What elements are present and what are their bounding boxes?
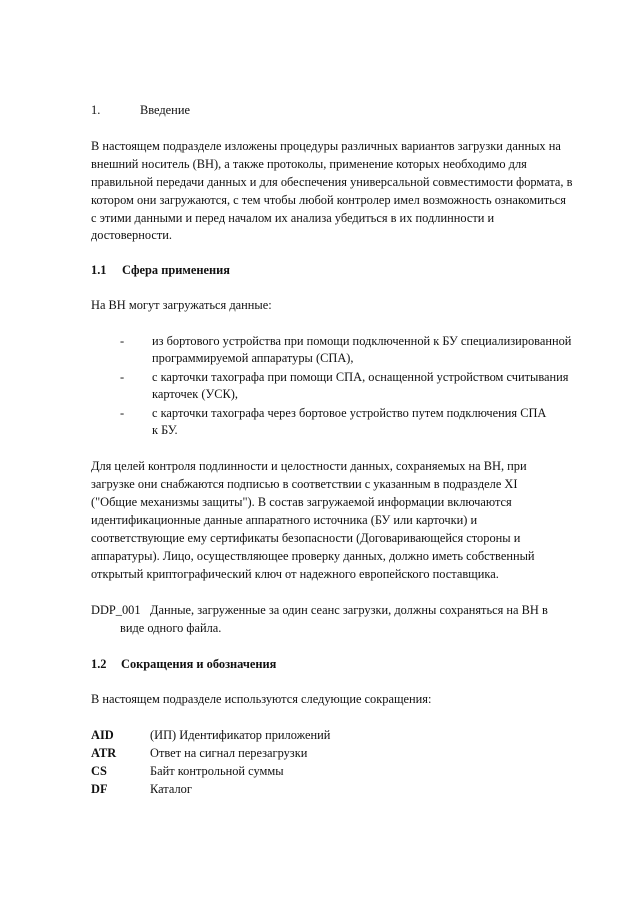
paragraph-line: На ВН могут загружаться данные: bbox=[91, 298, 272, 312]
bullet-dash: - bbox=[120, 334, 125, 348]
subsection-title: Сфера применения bbox=[122, 263, 230, 277]
paragraph-line: загрузке они снабжаются подписью в соответствии с указанным в подразделе XI bbox=[91, 477, 518, 491]
abbreviation-term: DF bbox=[91, 782, 108, 796]
abbreviation-description: (ИП) Идентификатор приложений bbox=[150, 728, 331, 742]
paragraph-line: открытый криптографический ключ от надежного европейского поставщика. bbox=[91, 567, 499, 581]
paragraph-line: внешний носитель (ВН), а также протоколы, применение которых необходимо для bbox=[91, 157, 527, 171]
requirement-line: виде одного файла. bbox=[120, 621, 222, 635]
bullet-line: карточек (УСК), bbox=[152, 387, 238, 401]
abbreviation-description: Каталог bbox=[150, 782, 192, 796]
paragraph-line: В настоящем подразделе изложены процедуры различных вариантов загрузки данных на bbox=[91, 139, 561, 153]
section-title: Введение bbox=[140, 103, 190, 117]
paragraph-line: котором они загружаются, с тем чтобы любой контролер имел возможность ознакомиться bbox=[91, 193, 567, 207]
subsection-number: 1.2 bbox=[91, 657, 107, 671]
bullet-line: из бортового устройства при помощи подключенной к БУ специализированной bbox=[152, 334, 572, 348]
requirement-code: DDP_001 bbox=[91, 603, 141, 617]
paragraph-line: ("Общие механизмы защиты"). В состав загружаемой информации включаются bbox=[91, 495, 512, 509]
subsection-title: Сокращения и обозначения bbox=[121, 657, 277, 671]
bullet-dash: - bbox=[120, 370, 125, 384]
paragraph-line: соответствующие ему сертификаты безопасности (Договаривающейся стороны и bbox=[91, 531, 521, 545]
paragraph-line: идентификационные данные аппаратного источника (БУ или карточки) и bbox=[91, 513, 478, 527]
bullet-line: с карточки тахографа при помощи СПА, оснащенной устройством считывания bbox=[152, 370, 569, 384]
paragraph-line: правильной передачи данных и для обеспечения универсальной совместимости формата, в bbox=[91, 175, 573, 189]
paragraph-line: достоверности. bbox=[91, 228, 173, 242]
abbreviation-term: AID bbox=[91, 728, 114, 742]
paragraph-line: с этими данными и перед началом их анализа убедиться в их подлинности и bbox=[91, 211, 495, 225]
paragraph-line: В настоящем подразделе используются следующие сокращения: bbox=[91, 692, 432, 706]
abbreviation-description: Ответ на сигнал перезагрузки bbox=[150, 746, 308, 760]
abbreviation-term: ATR bbox=[91, 746, 117, 760]
section-number: 1. bbox=[91, 103, 101, 117]
bullet-line: с карточки тахографа через бортовое устройство путем подключения СПА bbox=[152, 406, 547, 420]
requirement-line: Данные, загруженные за один сеанс загрузки, должны сохраняться на ВН в bbox=[150, 603, 548, 617]
paragraph-line: аппаратуры). Лицо, осуществляющее проверку данных, должно иметь собственный bbox=[91, 549, 535, 563]
bullet-dash: - bbox=[120, 406, 125, 420]
subsection-number: 1.1 bbox=[91, 263, 107, 277]
abbreviation-term: CS bbox=[91, 764, 107, 778]
abbreviation-description: Байт контрольной суммы bbox=[150, 764, 284, 778]
bullet-line: программируемой аппаратуры (СПА), bbox=[152, 351, 354, 365]
bullet-line: к БУ. bbox=[152, 423, 178, 437]
paragraph-line: Для целей контроля подлинности и целостности данных, сохраняемых на ВН, при bbox=[91, 459, 527, 473]
